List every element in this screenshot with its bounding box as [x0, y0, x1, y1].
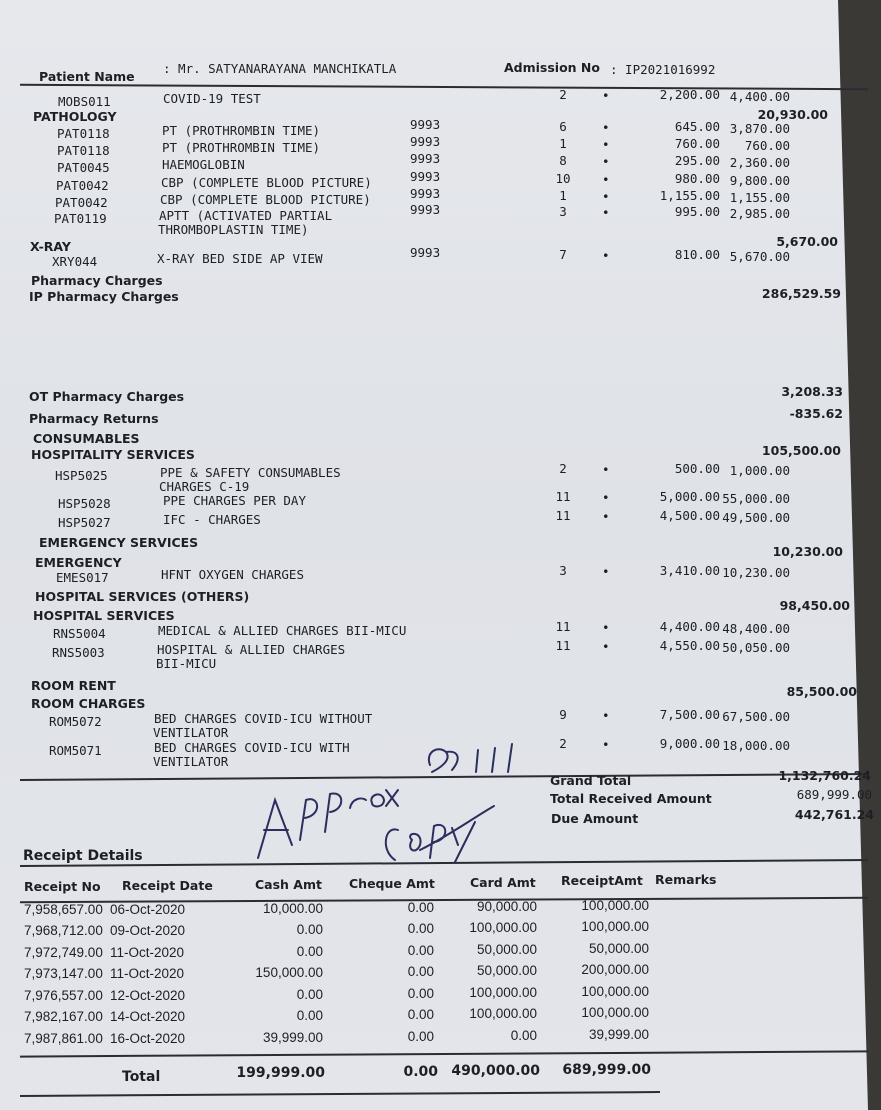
- item-description: HAEMOGLOBIN: [162, 157, 245, 172]
- handwriting-mark: [386, 829, 421, 860]
- item-ref: 9993: [410, 169, 441, 184]
- item-rate: 995.00: [674, 204, 720, 219]
- grand-total-value: 1,132,760.24: [778, 768, 871, 783]
- handwriting-mark: [325, 793, 341, 832]
- item-code: PAT0042: [56, 178, 109, 193]
- item-rate: 645.00: [674, 119, 720, 134]
- receipt-amount: 100,000.00: [469, 1006, 537, 1021]
- item-rate: 3,410.00: [659, 563, 720, 578]
- handwriting-mark: [300, 799, 317, 840]
- item-description-cont: CHARGES C-19: [159, 479, 250, 494]
- item-quantity: 2: [559, 461, 567, 476]
- receipt-amount: 150,000.00: [255, 965, 323, 980]
- item-ref: 9993: [410, 186, 441, 201]
- receipt-column-header: Card Amt: [470, 875, 536, 890]
- item-multiply-mark: •: [602, 88, 610, 103]
- receipt-amount: 50,000.00: [476, 963, 537, 978]
- receipt-amount: 10,000.00: [262, 901, 323, 916]
- item-description: BED CHARGES COVID-ICU WITHOUT: [154, 711, 373, 726]
- item-description: X-RAY BED SIDE AP VIEW: [157, 251, 323, 266]
- receipt-total-amount: 490,000.00: [451, 1063, 540, 1079]
- item-ref: 9993: [410, 202, 441, 217]
- item-quantity: 3: [559, 563, 567, 578]
- receipt-column-header: ReceiptAmt: [561, 873, 643, 888]
- item-amount: 18,000.00: [722, 738, 790, 753]
- item-quantity: 7: [559, 247, 567, 262]
- receipt-number: 7,982,167.00: [24, 1009, 103, 1024]
- item-code: PAT0042: [55, 195, 108, 210]
- item-multiply-mark: •: [602, 737, 610, 752]
- section-emergency: EMERGENCY: [35, 555, 122, 570]
- item-quantity: 8: [559, 153, 567, 168]
- handwriting-mark: [452, 822, 475, 862]
- item-rate: 760.00: [674, 136, 720, 151]
- item-rate: 4,400.00: [659, 619, 720, 634]
- section-pathology-total: 20,930.00: [757, 107, 828, 122]
- receipt-amount: 0.00: [510, 1028, 537, 1043]
- handwriting-mark: [386, 790, 398, 806]
- section-emergency-total: 10,230.00: [772, 544, 843, 559]
- receipt-details-title: Receipt Details: [23, 848, 143, 864]
- receipt-number: 7,976,557.00: [24, 988, 103, 1003]
- item-multiply-mark: •: [602, 639, 610, 654]
- receipt-column-header: Receipt No: [24, 879, 101, 894]
- item-description: MEDICAL & ALLIED CHARGES BII-MICU: [158, 623, 407, 638]
- section-ip-pharmacy-total: 286,529.59: [761, 286, 841, 301]
- receipt-number: 7,987,861.00: [24, 1031, 103, 1046]
- item-multiply-mark: •: [602, 248, 610, 263]
- item-code: RNS5004: [53, 626, 106, 641]
- received-value: 689,999.00: [796, 787, 872, 802]
- due-label: Due Amount: [551, 811, 639, 826]
- receipt-date: 14-Oct-2020: [110, 1009, 186, 1024]
- handwriting-mark: [476, 744, 512, 772]
- due-value: 442,761.24: [794, 807, 874, 822]
- item-rate: 4,550.00: [659, 638, 720, 653]
- receipt-amount: 50,000.00: [588, 941, 649, 956]
- item-description: CBP (COMPLETE BLOOD PICTURE): [160, 192, 371, 207]
- item-rate: 295.00: [674, 153, 720, 168]
- receipt-amount: 0.00: [296, 1008, 323, 1023]
- item-multiply-mark: •: [602, 189, 610, 204]
- receipt-amount: 0.00: [296, 922, 323, 937]
- receipt-amount: 0.00: [407, 921, 434, 936]
- section-pharmacy: Pharmacy Charges: [31, 273, 163, 288]
- item-amount: 1,000.00: [729, 463, 790, 478]
- item-rate: 500.00: [674, 461, 720, 476]
- receipt-column-header: Receipt Date: [122, 878, 213, 893]
- item-description: PPE CHARGES PER DAY: [163, 493, 306, 508]
- section-pathology: PATHOLOGY: [33, 109, 117, 124]
- item-amount: 55,000.00: [722, 491, 790, 506]
- item-code: ROM5072: [49, 714, 102, 729]
- item-ref: 9993: [410, 117, 441, 132]
- item-amount: 4,400.00: [729, 89, 790, 104]
- receipt-total-amount: 689,999.00: [562, 1062, 651, 1078]
- section-room-charges-total: 85,500.00: [786, 684, 857, 699]
- item-multiply-mark: •: [602, 154, 610, 169]
- admission-value: : IP2021016992: [610, 62, 716, 77]
- item-amount: 2,360.00: [729, 155, 790, 170]
- item-code: RNS5003: [52, 645, 105, 660]
- item-quantity: 11: [555, 508, 571, 523]
- item-amount: 1,155.00: [729, 190, 790, 205]
- receipt-number: 7,968,712.00: [24, 923, 103, 938]
- item-code: PAT0045: [57, 160, 110, 175]
- section-ip-pharmacy: IP Pharmacy Charges: [29, 289, 179, 304]
- receipt-amount: 100,000.00: [469, 920, 537, 935]
- item-multiply-mark: •: [602, 120, 610, 135]
- item-multiply-mark: •: [602, 708, 610, 723]
- receipt-amount: 0.00: [407, 1007, 434, 1022]
- receipt-column-header: Cash Amt: [255, 877, 322, 892]
- item-description-cont: VENTILATOR: [153, 754, 229, 769]
- item-quantity: 11: [555, 619, 571, 634]
- item-code: HSP5025: [55, 468, 108, 483]
- item-multiply-mark: •: [602, 462, 610, 477]
- item-multiply-mark: •: [602, 172, 610, 187]
- item-rate: 980.00: [674, 171, 720, 186]
- item-code: HSP5027: [58, 515, 111, 530]
- section-hospital-services-others: HOSPITAL SERVICES (OTHERS): [35, 589, 250, 604]
- item-amount: 48,400.00: [722, 621, 790, 636]
- item-quantity: 11: [555, 489, 571, 504]
- receipt-total-label: Total: [122, 1069, 161, 1085]
- receipt-amount: 90,000.00: [476, 899, 537, 914]
- receipt-number: 7,958,657.00: [24, 902, 103, 917]
- item-quantity: 1: [559, 136, 567, 151]
- receipt-column-header: Cheque Amt: [349, 876, 435, 891]
- item-quantity: 9: [559, 707, 567, 722]
- item-ref: 9993: [410, 151, 441, 166]
- receipt-amount: 0.00: [407, 900, 434, 915]
- item-rate: 9,000.00: [659, 736, 720, 751]
- handwriting-mark: [350, 799, 366, 808]
- receipt-amount: 100,000.00: [581, 898, 649, 913]
- item-description-cont: VENTILATOR: [153, 725, 229, 740]
- item-amount: 3,870.00: [729, 121, 790, 136]
- receipt-number: 7,972,749.00: [24, 945, 103, 960]
- item-quantity: 6: [559, 119, 567, 134]
- receipt-date: 11-Oct-2020: [110, 966, 185, 981]
- receipt-amount: 100,000.00: [581, 984, 649, 999]
- item-ref: 9993: [410, 245, 441, 260]
- item-rate: 2,200.00: [659, 87, 720, 102]
- item-description: PT (PROTHROMBIN TIME): [162, 123, 321, 138]
- receipt-amount: 0.00: [407, 964, 434, 979]
- item-rate: 810.00: [674, 247, 720, 262]
- receipt-amount: 100,000.00: [581, 1005, 649, 1020]
- received-label: Total Received Amount: [550, 791, 712, 806]
- handwriting-mark: [429, 749, 458, 772]
- item-code: PAT0119: [54, 211, 107, 226]
- section-ot-pharmacy: OT Pharmacy Charges: [29, 389, 185, 404]
- item-multiply-mark: •: [602, 205, 610, 220]
- item-description: IFC - CHARGES: [163, 512, 261, 527]
- handwriting-mark: [258, 800, 292, 858]
- grand-total-label: Grand Total: [550, 773, 632, 788]
- item-description: HFNT OXYGEN CHARGES: [161, 567, 304, 582]
- section-hospital-services: HOSPITAL SERVICES: [33, 608, 175, 623]
- item-rate: 5,000.00: [659, 489, 720, 504]
- patient-name-label: Patient Name: [39, 69, 135, 84]
- receipt-date: 06-Oct-2020: [110, 902, 186, 917]
- item-description-cont: THROMBOPLASTIN TIME): [158, 222, 309, 237]
- item-ref: 9993: [410, 134, 441, 149]
- item-quantity: 11: [555, 638, 571, 653]
- item-code: HSP5028: [58, 496, 111, 511]
- receipt-amount: 0.00: [296, 944, 323, 959]
- receipt-date: 16-Oct-2020: [110, 1031, 186, 1046]
- item-description: CBP (COMPLETE BLOOD PICTURE): [161, 175, 372, 190]
- item-quantity: 3: [559, 204, 567, 219]
- section-pharmacy-returns-total: -835.62: [789, 406, 843, 421]
- item-rate: 4,500.00: [659, 508, 720, 523]
- section-emergency-services: EMERGENCY SERVICES: [39, 535, 199, 550]
- item-description: APTT (ACTIVATED PARTIAL: [159, 208, 333, 223]
- item-multiply-mark: •: [602, 509, 610, 524]
- section-hospitality: HOSPITALITY SERVICES: [31, 447, 195, 462]
- receipt-amount: 39,999.00: [262, 1030, 323, 1045]
- handwriting-mark: [371, 794, 384, 806]
- item-code: XRY044: [52, 254, 98, 269]
- item-multiply-mark: •: [602, 620, 610, 635]
- receipt-total-amount: 199,999.00: [236, 1065, 325, 1081]
- item-multiply-mark: •: [602, 490, 610, 505]
- item-quantity: 10: [555, 171, 571, 186]
- section-pharmacy-returns: Pharmacy Returns: [29, 411, 159, 426]
- item-description: BED CHARGES COVID-ICU WITH: [154, 740, 350, 755]
- receipt-number: 7,973,147.00: [24, 966, 103, 981]
- admission-label: Admission No: [504, 60, 600, 75]
- item-code: PAT0118: [57, 143, 110, 158]
- item-description-cont: BII-MICU: [156, 656, 217, 671]
- item-description: COVID-19 TEST: [163, 91, 261, 106]
- section-xray-total: 5,670.00: [776, 234, 838, 249]
- item-amount: 10,230.00: [722, 565, 790, 580]
- item-quantity: 1: [559, 188, 567, 203]
- item-amount: 760.00: [744, 138, 790, 153]
- item-rate: 1,155.00: [659, 188, 720, 203]
- section-hospitality-total: 105,500.00: [761, 443, 841, 458]
- item-multiply-mark: •: [602, 564, 610, 579]
- receipt-amount: 0.00: [407, 1029, 434, 1044]
- section-ot-pharmacy-total: 3,208.33: [781, 384, 843, 399]
- receipt-amount: 200,000.00: [581, 962, 649, 977]
- receipt-date: 12-Oct-2020: [110, 988, 186, 1003]
- item-description: PPE & SAFETY CONSUMABLES: [160, 465, 341, 480]
- section-hospital-services-total: 98,450.00: [779, 598, 850, 613]
- item-description: HOSPITAL & ALLIED CHARGES: [157, 642, 346, 657]
- item-amount: 5,670.00: [729, 249, 790, 264]
- receipt-amount: 0.00: [296, 987, 323, 1002]
- item-amount: 67,500.00: [722, 709, 790, 724]
- item-amount: 9,800.00: [729, 173, 790, 188]
- item-description: PT (PROTHROMBIN TIME): [162, 140, 321, 155]
- receipt-total-amount: 0.00: [403, 1064, 438, 1080]
- section-consumables: CONSUMABLES: [33, 431, 140, 446]
- item-amount: 50,050.00: [722, 640, 790, 655]
- item-code: MOBS011: [58, 94, 111, 109]
- receipt-amount: 50,000.00: [476, 942, 537, 957]
- receipt-amount: 0.00: [407, 943, 434, 958]
- section-room-rent: ROOM RENT: [31, 678, 116, 693]
- receipt-amount: 100,000.00: [469, 985, 537, 1000]
- receipt-amount: 0.00: [407, 986, 434, 1001]
- receipt-column-header: Remarks: [655, 872, 717, 887]
- receipt-date: 11-Oct-2020: [110, 945, 185, 960]
- item-code: EMES017: [56, 570, 109, 585]
- item-rate: 7,500.00: [659, 707, 720, 722]
- receipt-amount: 100,000.00: [581, 919, 649, 934]
- receipt-date: 09-Oct-2020: [110, 923, 186, 938]
- item-quantity: 2: [559, 87, 567, 102]
- item-code: ROM5071: [49, 743, 102, 758]
- item-amount: 2,985.00: [729, 206, 790, 221]
- item-amount: 49,500.00: [722, 510, 790, 525]
- section-xray: X-RAY: [30, 239, 71, 254]
- item-quantity: 2: [559, 736, 567, 751]
- section-room-charges: ROOM CHARGES: [31, 696, 146, 711]
- patient-name-value: : Mr. SATYANARAYANA MANCHIKATLA: [163, 61, 397, 76]
- item-code: PAT0118: [57, 126, 110, 141]
- item-multiply-mark: •: [602, 137, 610, 152]
- receipt-amount: 39,999.00: [588, 1027, 649, 1042]
